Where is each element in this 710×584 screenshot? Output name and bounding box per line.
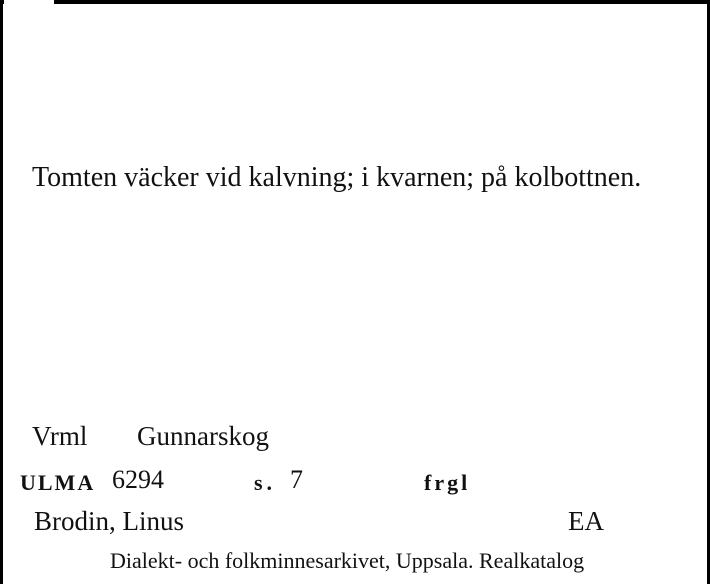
archive-code: ULMA xyxy=(20,470,96,495)
collector-name: Brodin, Linus xyxy=(34,506,185,536)
classification-code: EA xyxy=(568,506,604,536)
card-title: Tomten väcker vid kalvning; i kvarnen; på kolbottnen. xyxy=(32,162,642,193)
card-top-edge xyxy=(0,0,710,4)
form-code: frgl xyxy=(424,470,471,495)
record-number: 6294 xyxy=(112,465,164,494)
parish-name: Gunnarskog xyxy=(137,421,269,451)
card-left-edge xyxy=(0,0,3,584)
page-number: 7 xyxy=(290,465,303,494)
region-abbreviation: Vrml xyxy=(32,421,88,451)
card-top-edge-gap xyxy=(4,0,54,4)
card-footer: Dialekt- och folkminnesarkivet, Uppsala. Realkatalog xyxy=(110,548,585,573)
page-label: s. xyxy=(254,470,277,495)
